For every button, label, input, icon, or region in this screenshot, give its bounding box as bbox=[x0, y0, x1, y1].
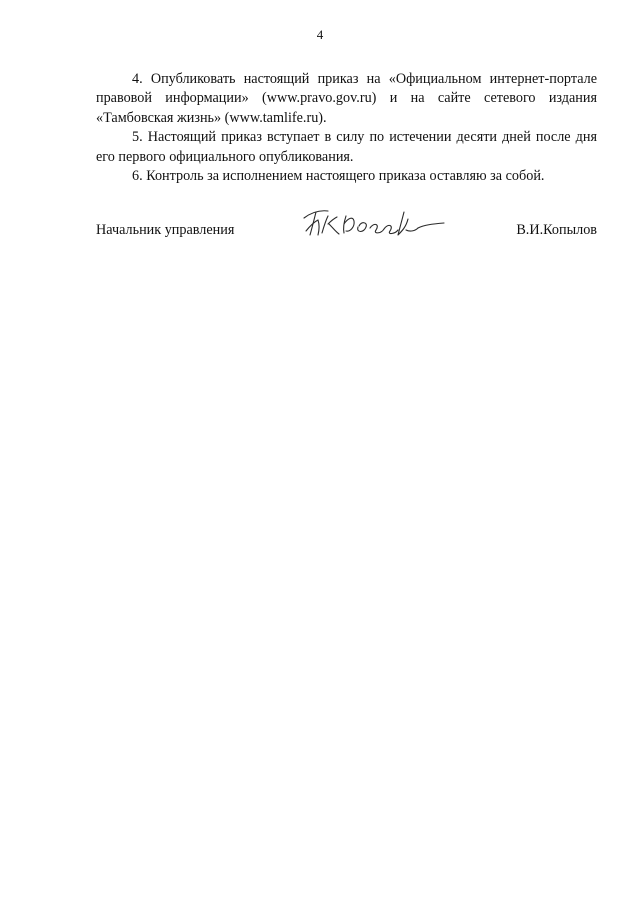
document-body bbox=[96, 70, 597, 186]
page-number: 4 bbox=[316, 27, 324, 42]
signature-block bbox=[96, 220, 597, 250]
handwritten-signature bbox=[298, 204, 453, 240]
paragraph-control: 6. Контроль за исполнением настоящего приказа оставляю за собой. bbox=[132, 168, 545, 185]
signatory-name: В.И.Копылов bbox=[516, 222, 597, 238]
paragraph-publication: 4. Опубликовать настоящий приказ на «Официальном интернет-портале правовой информации» (www.pravo.gov.ru) и на сайте сетевого издания «Тамбовская жизнь» (www.tamlife.ru). bbox=[96, 71, 597, 126]
signatory-position: Начальник управления bbox=[96, 222, 235, 238]
paragraph-effective-date: 5. Настоящий приказ вступает в силу по истечении десяти дней после дня его первого официального опубликования. bbox=[96, 129, 597, 165]
